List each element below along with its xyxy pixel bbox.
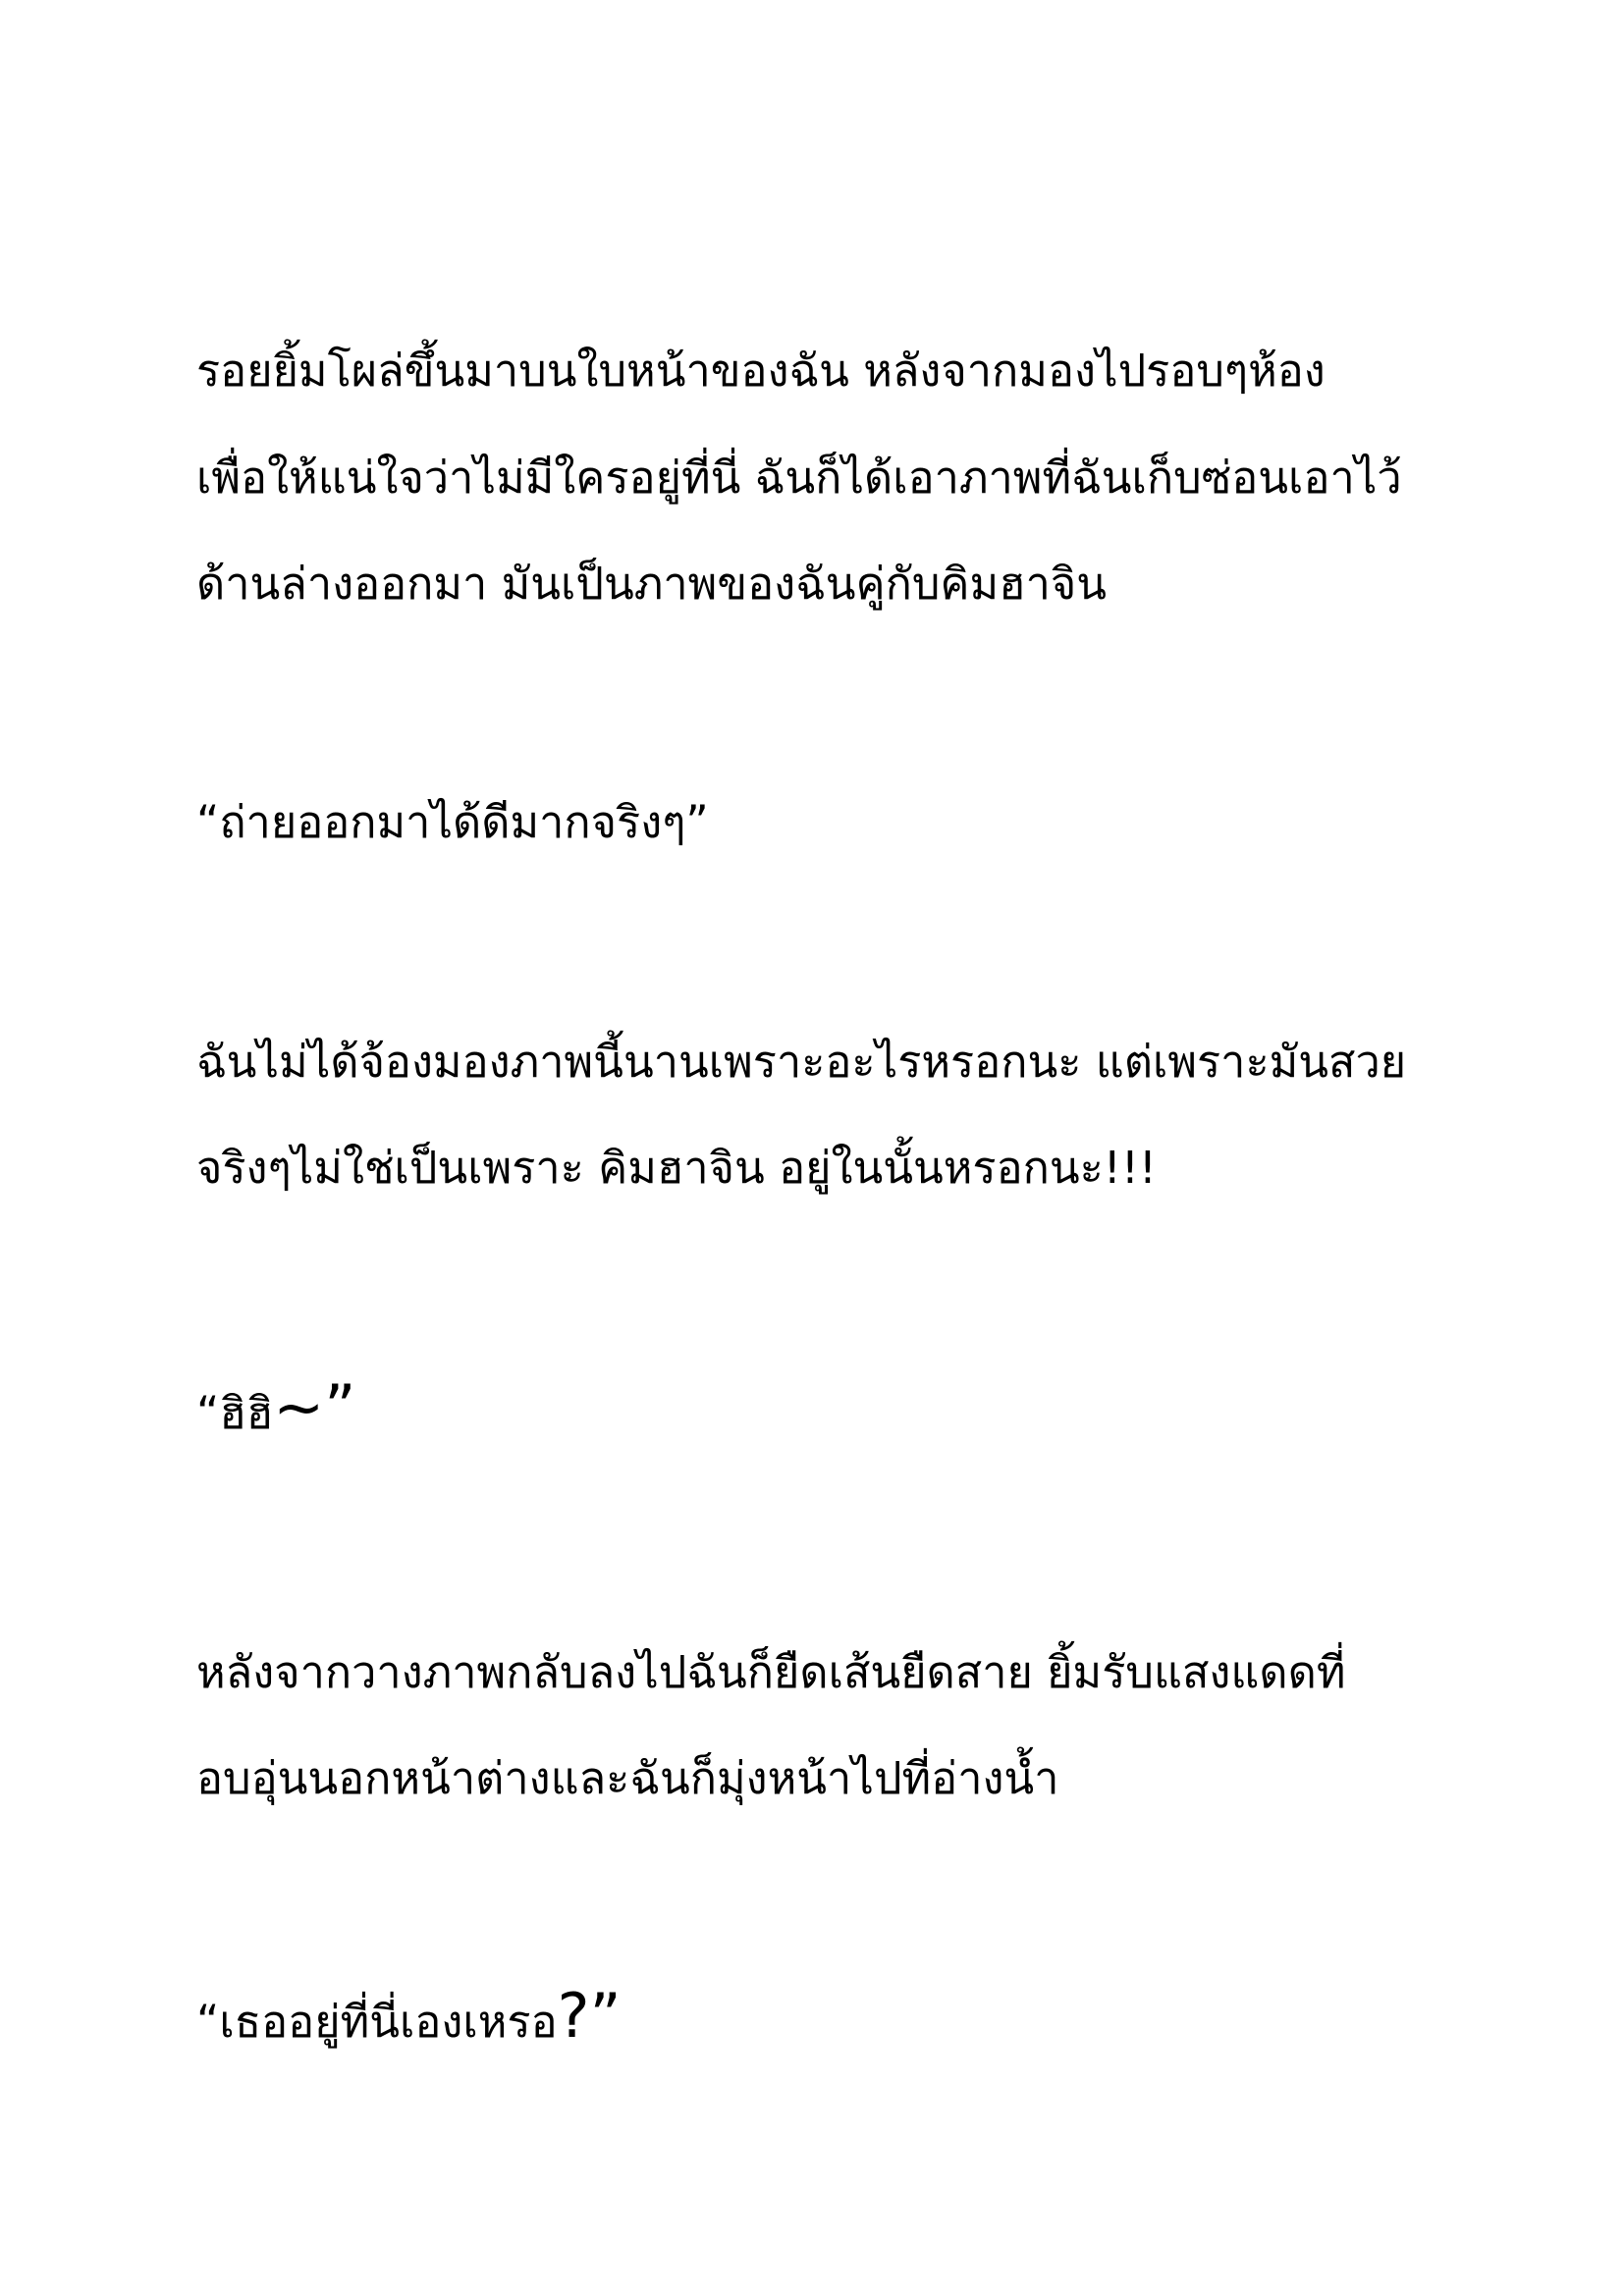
paragraph-1-line-3: ด้านล่างออกมา มันเป็นภาพของฉันคู่กับคิมฮาจิน <box>196 558 1108 610</box>
dialogue-2-text: “ฮิฮิ <box>196 1387 274 1439</box>
dialogue-2-emphasis: ~” <box>273 1371 356 1443</box>
paragraph-3-line-1: หลังจากวางภาพกลับลงไปฉันก็ยืดเส้นยืดสาย ยิ้มรับแสงแดดที่ <box>196 1646 1346 1698</box>
paragraph-1-line-1: รอยยิ้มโผล่ขึ้นมาบนใบหน้าของฉัน หลังจากมองไปรอบๆห้อง <box>196 345 1326 397</box>
dialogue-3 <box>196 1980 622 2052</box>
dialogue-3-emphasis: ?” <box>557 1980 622 2052</box>
dialogue-3-text: “เธออยู่ที่นี่เองเหรอ <box>196 1996 558 2048</box>
dialogue-1: “ถ่ายออกมาได้ดีมากจริงๆ” <box>196 796 709 848</box>
dialogue-2 <box>196 1371 356 1443</box>
paragraph-2-line-1: ฉันไม่ได้จ้องมองภาพนี้นานเพราะอะไรหรอกนะ แต่เพราะมันสวย <box>196 1036 1407 1088</box>
paragraph-1-line-2: เพื่อให้แน่ใจว่าไม่มีใครอยู่ที่นี่ ฉันก็ได้เอาภาพที่ฉันเก็บซ่อนเอาไว้ <box>196 452 1402 504</box>
paragraph-2-line-2: จริงๆไม่ใช่เป็นเพราะ คิมฮาจิน อยู่ในนั้นหรอกนะ!!! <box>196 1142 1157 1194</box>
paragraph-3-line-2: อบอุ่นนอกหน้าต่างและฉันก็มุ่งหน้าไปที่อ่างน้ำ <box>196 1752 1059 1804</box>
